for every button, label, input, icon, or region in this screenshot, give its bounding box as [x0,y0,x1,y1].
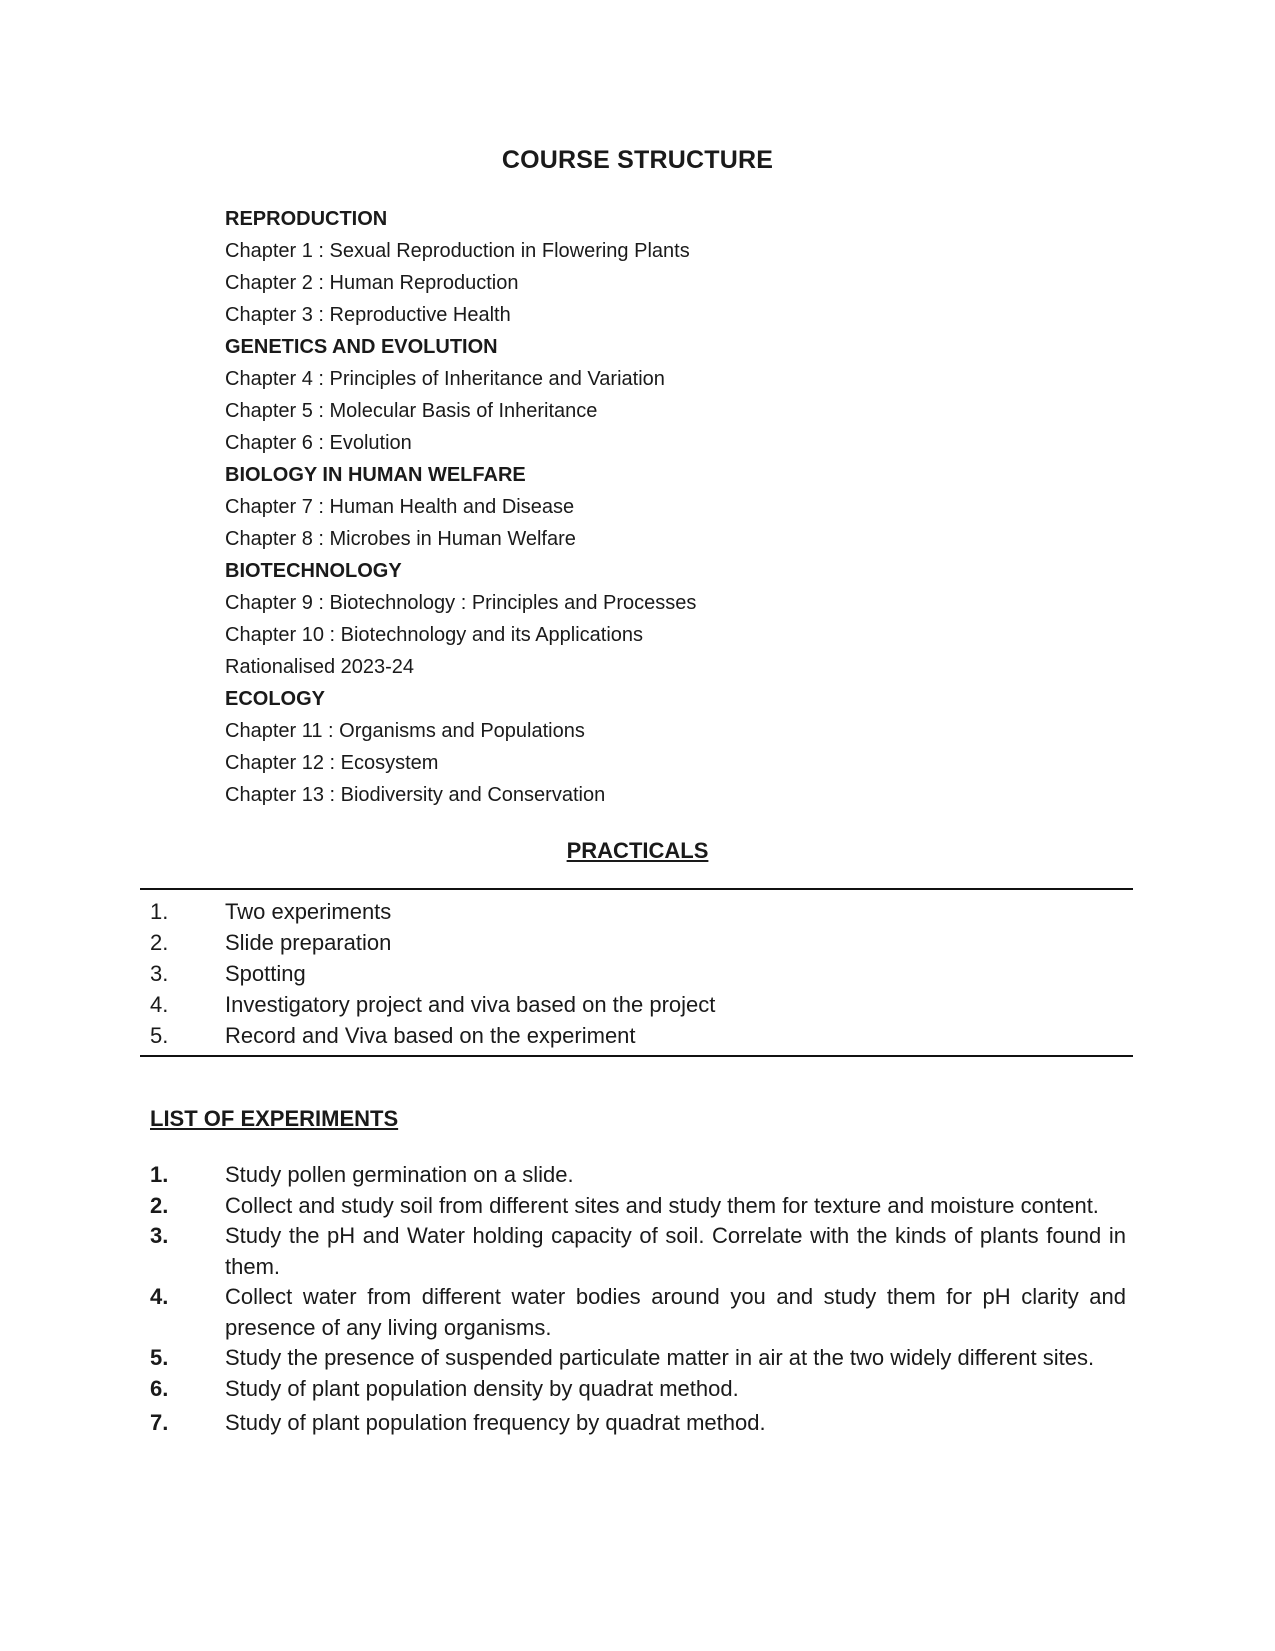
chapter-line: Chapter 13 : Biodiversity and Conservation [225,784,606,806]
page-title: COURSE STRUCTURE [501,146,774,174]
practicals-title: PRACTICALS [566,838,709,863]
practical-row [140,896,1133,927]
experiment-item [150,1221,1126,1282]
practical-row [140,989,1133,1020]
experiment-text: Study of plant population frequency by quadrat method. [225,1410,766,1435]
practical-number: 4. [150,992,169,1017]
experiments-list [150,1160,1126,1439]
experiment-item [150,1374,1126,1405]
chapter-line: Chapter 5 : Molecular Basis of Inheritance [225,400,598,422]
experiment-item [150,1282,1126,1343]
experiment-item [150,1343,1126,1374]
experiment-text: Study pollen germination on a slide. [225,1162,574,1187]
chapter-line: Chapter 9 : Biotechnology : Principles and Processes [225,592,697,614]
practical-row [140,958,1133,989]
chapter-line: Chapter 2 : Human Reproduction [225,272,519,294]
chapter-line: Chapter 10 : Biotechnology and its Applications [225,624,644,646]
practical-text: Spotting [225,961,306,986]
practical-text: Record and Viva based on the experiment [225,1023,636,1048]
experiment-text: Study the presence of suspended particulate matter in air at the two widely different sites. [225,1345,1095,1370]
experiment-number: 5. [150,1345,169,1370]
chapter-line: Chapter 12 : Ecosystem [225,752,439,774]
experiment-text: Collect water from different water bodies around you and study them for pH clarity and presence of any living organisms. [225,1284,1126,1340]
unit-heading: GENETICS AND EVOLUTION [225,336,498,358]
practical-text: Slide preparation [225,930,392,955]
experiment-item [150,1408,1126,1439]
experiment-item [150,1191,1126,1222]
experiment-text: Collect and study soil from different sites and study them for texture and moisture content. [225,1192,1099,1218]
chapter-line: Chapter 1 : Sexual Reproduction in Flowering Plants [225,240,690,262]
unit-heading: ECOLOGY [225,688,326,710]
experiment-number: 6. [150,1375,169,1401]
chapter-line: Chapter 3 : Reproductive Health [225,304,511,326]
experiment-number: 7. [150,1410,169,1435]
practical-row [140,1020,1133,1051]
experiment-item [150,1160,1126,1191]
experiment-number: 3. [150,1223,169,1248]
unit-heading: REPRODUCTION [225,208,388,230]
unit-heading: BIOLOGY IN HUMAN WELFARE [225,464,526,486]
practical-text: Two experiments [225,899,392,924]
experiment-text: Study of plant population density by quadrat method. [225,1375,739,1401]
practical-row [140,927,1133,958]
chapter-line: Chapter 6 : Evolution [225,432,412,454]
experiment-number: 4. [150,1284,169,1309]
practical-number: 2. [150,930,169,955]
course-structure-list [225,203,1125,811]
practical-number: 3. [150,961,169,986]
practicals-table [140,888,1133,1057]
experiment-number: 1. [150,1162,169,1187]
unit-heading: BIOTECHNOLOGY [225,560,402,582]
practical-number: 5. [150,1023,169,1048]
chapter-line: Chapter 4 : Principles of Inheritance and Variation [225,368,665,390]
practical-number: 1. [150,899,169,924]
chapter-line: Chapter 11 : Organisms and Populations [225,720,585,742]
experiment-text: Study the pH and Water holding capacity of soil. Correlate with the kinds of plants found in them. [225,1223,1126,1279]
practical-text: Investigatory project and viva based on the project [225,992,716,1017]
chapter-line: Chapter 7 : Human Health and Disease [225,496,575,518]
chapter-line: Chapter 8 : Microbes in Human Welfare [225,528,576,550]
chapter-line: Rationalised 2023-24 [225,656,415,678]
experiments-title: LIST OF EXPERIMENTS [150,1106,399,1131]
experiment-number: 2. [150,1192,169,1218]
